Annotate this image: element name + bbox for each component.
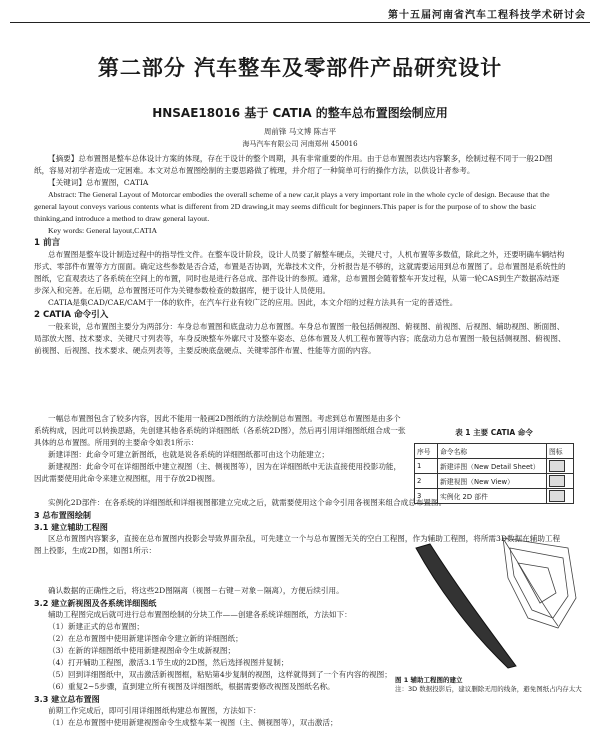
new-detail-sheet-icon [549, 460, 565, 472]
part-silhouette [416, 544, 516, 668]
step-item: （2）在总布置图中使用新建详图命令建立新的详细图纸； [48, 634, 243, 643]
subsection-3-1-heading: 3.1 建立辅助工程图 [34, 522, 108, 532]
section-3-paragraph: 区总布置图内容繁多，直接在总布置图内投影会导致界面杂乱，可先建立一个与总布置图无关的空白工程图，作为辅助工程图，将所需3D数据在辅助工程图上投影，生成2D图，如图1所示： [34, 534, 561, 555]
keywords-en: Key words: General layout,CATIA [48, 226, 158, 235]
figure-note: 注：3D 数据投影后，建议删除无用的线条，避免图纸占内存太大 [395, 685, 582, 693]
step-item: （5）回到详细图纸中，双击激活新视图框，粘贴第4步复制的视图，这样就得到了一个有内容的视图； [48, 670, 392, 679]
table-row [415, 489, 574, 504]
affiliation: 海马汽车有限公司 河南郑州 450016 [242, 140, 358, 148]
projection-outline [503, 538, 576, 628]
new-view-icon [549, 475, 565, 487]
command-desc: 新建详图：此命令可建立新图纸，也就是说各系统的详细图纸都可由这个功能建立； [48, 450, 329, 459]
table-header-row [415, 444, 574, 459]
section-1-paragraph: 总布置图是整车设计制造过程中的指导性文件。在整车设计阶段，设计人员要了解整车硬点，关键尺寸，人机布置等多数值，除此之外，还要明确车辆结构形式、零部件布置等方方面面。确定这些参数是否合适，布置是否协调，光靠技术文件，分析报告是不够的，这就需要运用到总布置图了。总布置图是系统性的图纸，它直观表达了各系统在空间上的布置，同时也是进行各总成、部件设计的参照。通常，总布置图会随着整车开发过程，从第一轮CAS到生产数据冻结逐步深入和完善。在后期，总布置图还可作为关键参数检查的数据库，便于设计人员使用。 [34, 250, 566, 295]
section-1-heading: 1 前言 [34, 238, 61, 248]
commands-table [414, 443, 574, 504]
abstract-block [34, 153, 566, 357]
section-3-paragraph: 确认数据的正确性之后，将这些2D图隔离（视图－右键－对象－隔离），方便后续引用。 [48, 586, 344, 595]
article-title: HNSAE18016 基于 CATIA 的整车总布置图绘制应用 [152, 106, 448, 120]
table-caption: 表 1 主要 CATIA 命令 [455, 428, 533, 437]
section-2-continued [34, 413, 406, 485]
table-cell: 3 [415, 489, 438, 504]
section-3-paragraph: 辅助工程图完成后就可进行总布置图绘制的分块工作——创建各系统详细图纸，方法如下： [48, 610, 352, 619]
part-title: 第二部分 汽车整车及零部件产品研究设计 [97, 55, 503, 80]
command-desc: 新建视图：此命令可在详细图纸中建立视图（主、侧视图等），因为在详细图纸中无法直接使用投影功能，因此需要使用此命令来建立视图框，用于存放2D视图。 [34, 462, 402, 483]
step-item: （1）新建正式的总布置图； [48, 622, 144, 631]
section-3-paragraph: 前期工作完成后，即可引用详细图纸构建总布置图，方法如下： [48, 706, 261, 715]
conference-header: 第十五届河南省汽车工程科技学术研讨会 [388, 10, 586, 21]
section-1-paragraph: CATIA是集CAD/CAE/CAM于一体的软件，在汽车行业有较广泛的应用。因此，本文介绍的过程方法具有一定的普适性。 [48, 298, 458, 307]
table-cell: 实例化 2D 部件 [438, 489, 547, 504]
subsection-3-3-heading: 3.3 建立总布置图 [34, 694, 100, 704]
table-cell: 新建详图（New Detail Sheet） [438, 459, 547, 474]
keywords-cn: 【关键词】总布置图，CATIA [48, 178, 149, 187]
section-2-paragraph: 一幅总布置图包含了较多内容，因此不能用一般画2D图纸的方法绘制总布置图。考虑到总布置图是由多个系统构成，因此可以转换思路，先创建其他各系统的详细图纸（各系统2D图），然后再引用详细图纸组合成一张具体的总布置图。所用到的主要命令如表1所示： [34, 414, 406, 447]
section-3-paragraph: （1）在总布置图中使用新建视图命令生成整车某一视图（主、侧视图等），双击激活； [48, 718, 338, 727]
section-3-heading: 3 总布置图绘制 [34, 510, 92, 520]
subsection-3-2-heading: 3.2 建立新视图及各系统详细图纸 [34, 598, 157, 608]
table-cell [547, 459, 574, 474]
table-cell [547, 474, 574, 489]
authors: 周前锋 马文博 陈吉平 [263, 127, 337, 136]
figure-1-drawing [408, 518, 578, 676]
section-3-left-column [34, 585, 394, 729]
table-row [415, 459, 574, 474]
table-cell: 2 [415, 474, 438, 489]
table-header: 命令名称 [438, 444, 547, 459]
abstract-cn: 【摘要】总布置图是整车总体设计方案的体现，存在于设计的整个周期，具有非常重要的作用。由于总布置图表达内容繁多，绘制过程不同于一般2D图纸，容易对初学者造成一定困难。本文对总布置图绘制的主要思路做了梳理，并介绍了一种简单可行的操作方法，以供设计者参考。 [34, 154, 553, 175]
figure-title: 图 1 辅助工程图的建立 [395, 676, 463, 684]
abstract-en: Abstract: The General Layout of Motorcar embodies the overall scheme of a new car,it plays a very important role in the whole cycle of design. Because that the general layout conveys various contents what is different from 2D drawing,it may seems difficult for beginners.This paper is for the purpose of to show the basic thinking,and introduce a method to draw general layout. [34, 190, 550, 223]
step-item: （3）在新的详细图纸中使用新建视图命令生成新视图； [48, 646, 236, 655]
command-desc: 实例化2D部件：在各系统的详细图纸和详细视图都建立完成之后，就需要使用这个命令引用各视图来组合成总布置图。 [48, 498, 447, 507]
header-rule [10, 22, 590, 23]
table-cell: 1 [415, 459, 438, 474]
figure-caption [395, 676, 595, 694]
table-cell: 新建视图（New View） [438, 474, 547, 489]
table-header: 序号 [415, 444, 438, 459]
section-2-paragraph: 一般来说，总布置图主要分为两部分：车身总布置图和底盘动力总布置图。车身总布置图一般包括侧视图、俯视图、前视图、后视图、辅助视图、断面图、局部放大图、技术要求、关键尺寸列表等，车身反映整车外廓尺寸及整车姿态、总体布置及人机工程布置等内容；底盘动力总布置图一般包括侧视图、俯视图、前视图、后视图、技术要求、硬点列表等，主要反映底盘硬点、关键零部件布置、性能等方面的内容。 [34, 322, 566, 355]
instantiate-2d-component-icon [549, 490, 565, 502]
table-header: 图标 [547, 444, 574, 459]
section-2-heading: 2 CATIA 命令引入 [34, 310, 109, 320]
step-item: （6）重复2~5步骤，直到建立所有视图及详细图纸，根据需要修改视图及图纸名称。 [48, 682, 335, 691]
step-item: （4）打开辅助工程图，激活3.1节生成的2D图，然后选择视图并复制； [48, 658, 289, 667]
table-cell [547, 489, 574, 504]
table-row [415, 474, 574, 489]
